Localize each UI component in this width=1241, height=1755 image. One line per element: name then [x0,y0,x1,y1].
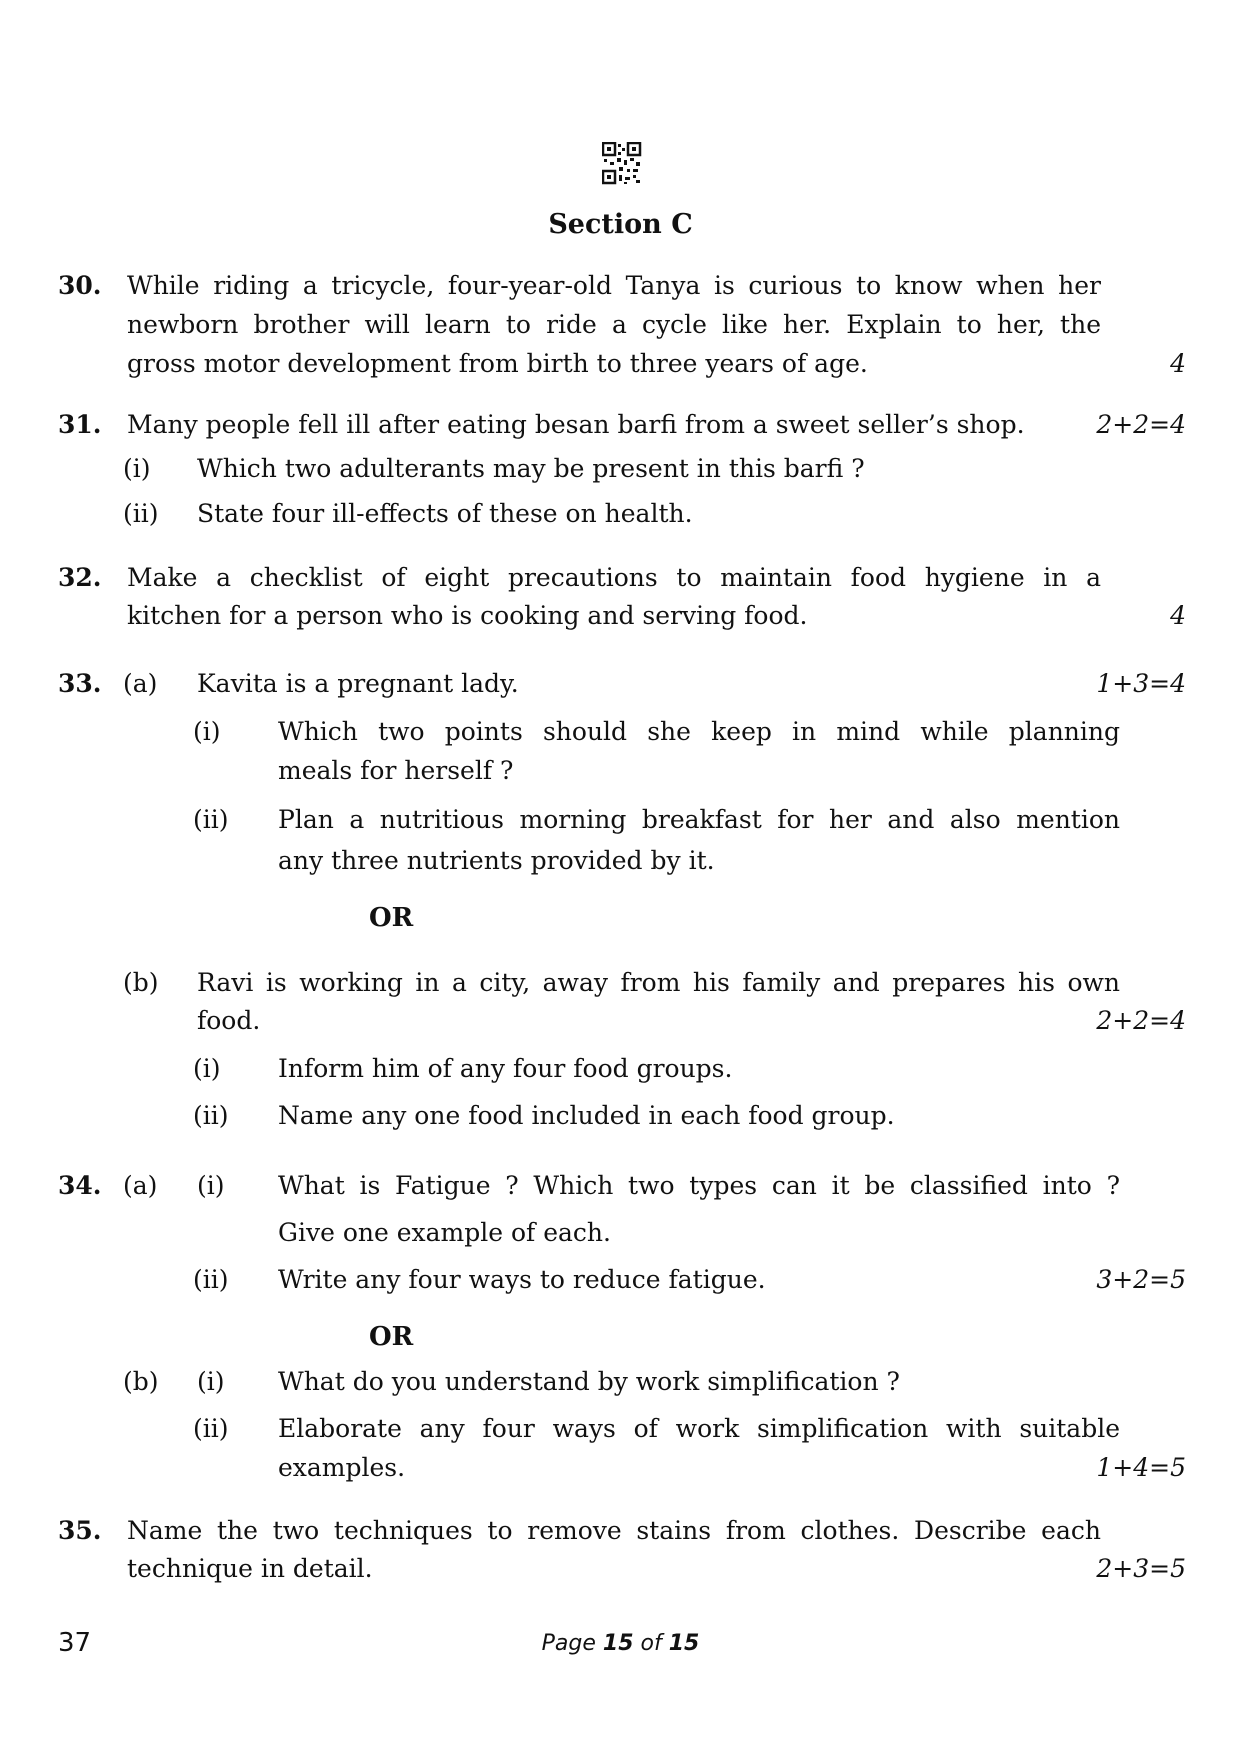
part-text-line: Which two points should she keep in mind while planning [278,717,1120,746]
part-text: What do you understand by work simplification ? [278,1367,900,1396]
question-text-line: newborn brother will learn to ride a cycle like her. Explain to her, the [127,310,1101,339]
option-text-line: Ravi is working in a city, away from his family and prepares his own [197,968,1120,997]
page-indicator [0,1626,1241,1662]
question-text-line: While riding a tricycle, four-year-old Tanya is curious to know when her [127,271,1101,300]
question-number: 31. [58,410,102,439]
part-label: (i) [197,1367,225,1396]
paper-code: 37 [58,1628,92,1658]
option-text-line: food. [197,1006,261,1035]
question-text: Many people fell ill after eating besan barfi from a sweet seller’s shop. [127,410,1025,439]
part-text: Inform him of any four food groups. [278,1054,733,1083]
option-label: (a) [123,1171,158,1200]
question-text-line: kitchen for a person who is cooking and serving food. [127,601,808,630]
marks: 1+3=4 [1096,669,1186,698]
option-text: Kavita is a pregnant lady. [197,669,519,698]
part-text-line: Plan a nutritious morning breakfast for her and also mention [278,805,1120,834]
question-text-line: gross motor development from birth to three years of age. [127,349,868,378]
part-label: (ii) [123,499,159,528]
part-label: (i) [123,454,151,483]
question-text-line: Name the two techniques to remove stains from clothes. Describe each [127,1516,1101,1545]
qr-code-icon [602,142,642,185]
option-label: (a) [123,669,158,698]
page-current: 15 [602,1631,634,1656]
part-label: (ii) [193,1265,229,1294]
marks: 2+2=4 [1096,410,1186,439]
or-separator: OR [369,903,414,933]
part-label: (i) [193,1054,221,1083]
question-number: 32. [58,563,102,592]
option-label: (b) [123,1367,159,1396]
marks: 2+3=5 [1096,1554,1186,1583]
option-label: (b) [123,968,159,997]
question-text-line: technique in detail. [127,1554,373,1583]
question-number: 30. [58,271,102,300]
question-text-line: Make a checklist of eight precautions to maintain food hygiene in a [127,563,1101,592]
part-text-line: What is Fatigue ? Which two types can it be classified into ? [278,1171,1120,1200]
part-text-line: Give one example of each. [278,1218,611,1247]
or-separator: OR [369,1322,414,1352]
part-label: (i) [193,717,221,746]
part-label: (ii) [193,1101,229,1130]
part-text-line: meals for herself ? [278,756,514,785]
marks: 2+2=4 [1096,1006,1186,1035]
marks: 3+2=5 [1096,1265,1186,1294]
part-text: State four ill-effects of these on health. [197,499,693,528]
page-of: of [640,1631,662,1656]
marks: 4 [1170,349,1186,378]
part-text: Write any four ways to reduce fatigue. [278,1265,766,1294]
marks: 4 [1170,601,1186,630]
part-text: Which two adulterants may be present in this barfi ? [197,454,865,483]
question-number: 33. [58,669,102,698]
part-text-line: Elaborate any four ways of work simplification with suitable [278,1414,1120,1443]
part-text: Name any one food included in each food group. [278,1101,895,1130]
question-number: 35. [58,1516,102,1545]
part-label: (ii) [193,805,229,834]
part-label: (ii) [193,1414,229,1443]
marks: 1+4=5 [1096,1453,1186,1482]
part-text-line: any three nutrients provided by it. [278,846,715,875]
part-label: (i) [197,1171,225,1200]
question-number: 34. [58,1171,102,1200]
part-text-line: examples. [278,1453,406,1482]
page-total: 15 [668,1631,700,1656]
section-title: Section C [548,209,693,240]
page-word: Page [541,1631,596,1656]
